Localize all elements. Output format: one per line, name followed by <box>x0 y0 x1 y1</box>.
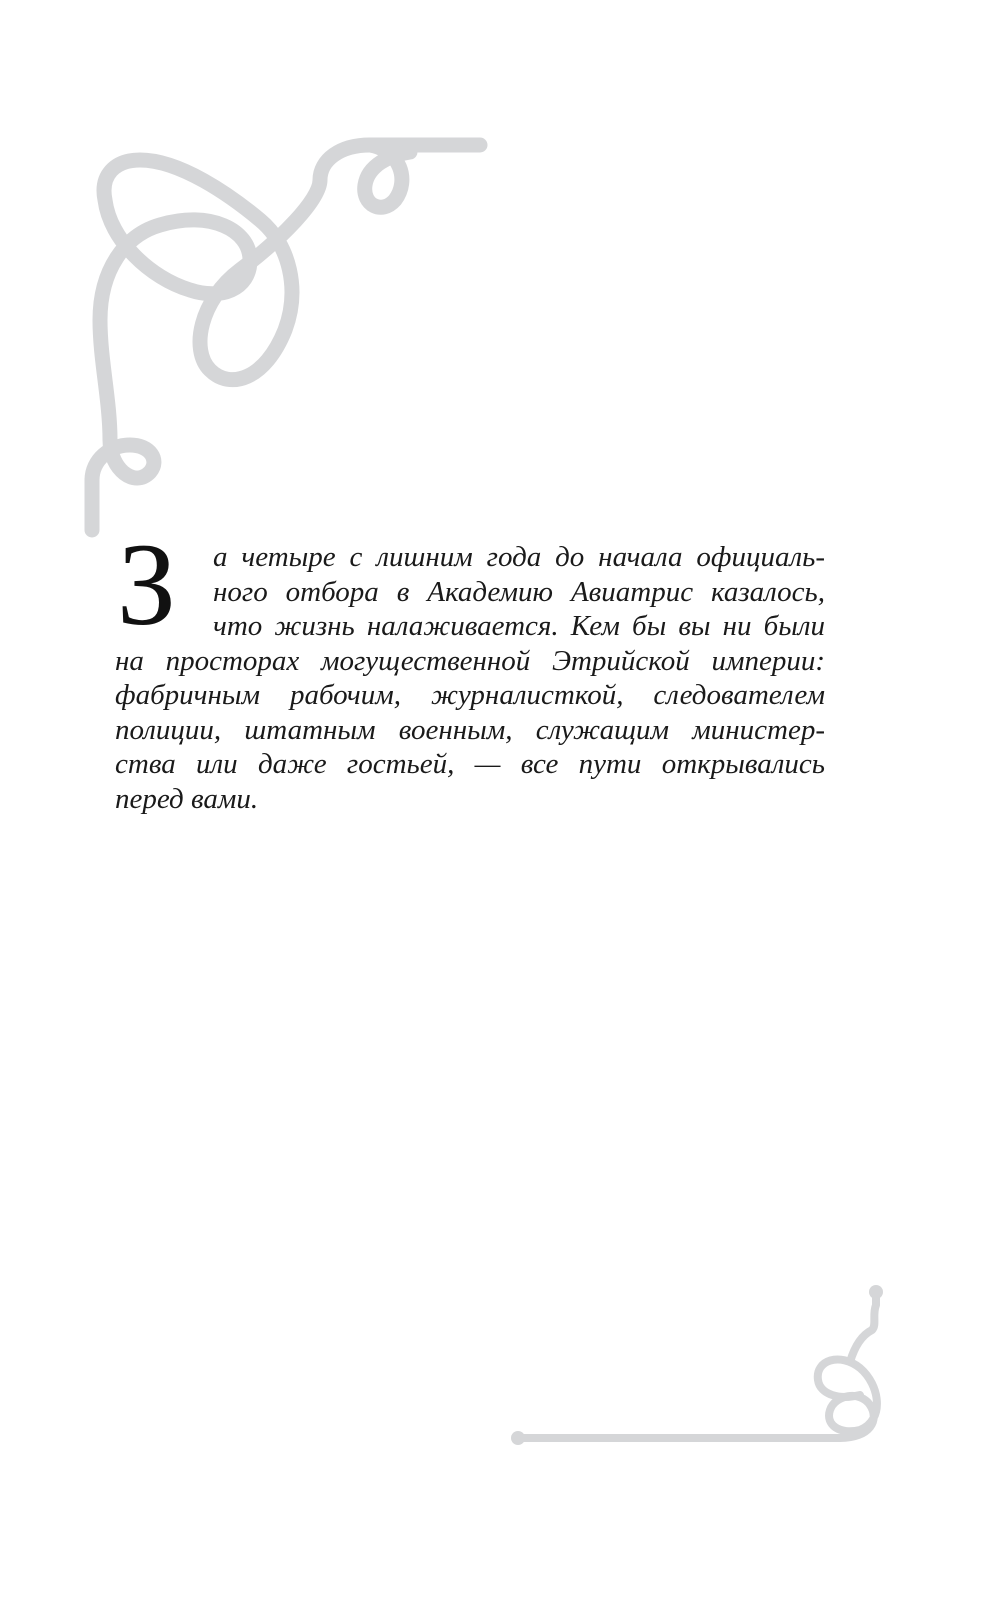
text-line: ного отбора в Академию Авиатрис казалось, <box>213 575 825 608</box>
drop-cap: З <box>117 519 177 650</box>
text-line: а четыре с лишним года до начала официаль- <box>213 541 825 573</box>
text-line: фабричным рабочим, журналисткой, следователем <box>115 679 825 711</box>
text-line: полиции, штатным военным, служащим министер- <box>115 713 825 746</box>
flourish-corner-top-left <box>92 145 480 530</box>
text-line: ства или даже гостьей, — все пути открывались <box>115 748 825 780</box>
body-paragraph <box>115 540 825 816</box>
text-line: перед вами. <box>115 782 259 815</box>
ornament-dot-top <box>869 1285 883 1299</box>
text-line: на просторах могущественной Этрийской империи: <box>115 644 825 677</box>
text-line: что жизнь налаживается. Кем бы вы ни были <box>213 610 825 642</box>
flourish-corner-bottom-right <box>520 1296 877 1438</box>
ornament-dot-left <box>511 1431 525 1445</box>
